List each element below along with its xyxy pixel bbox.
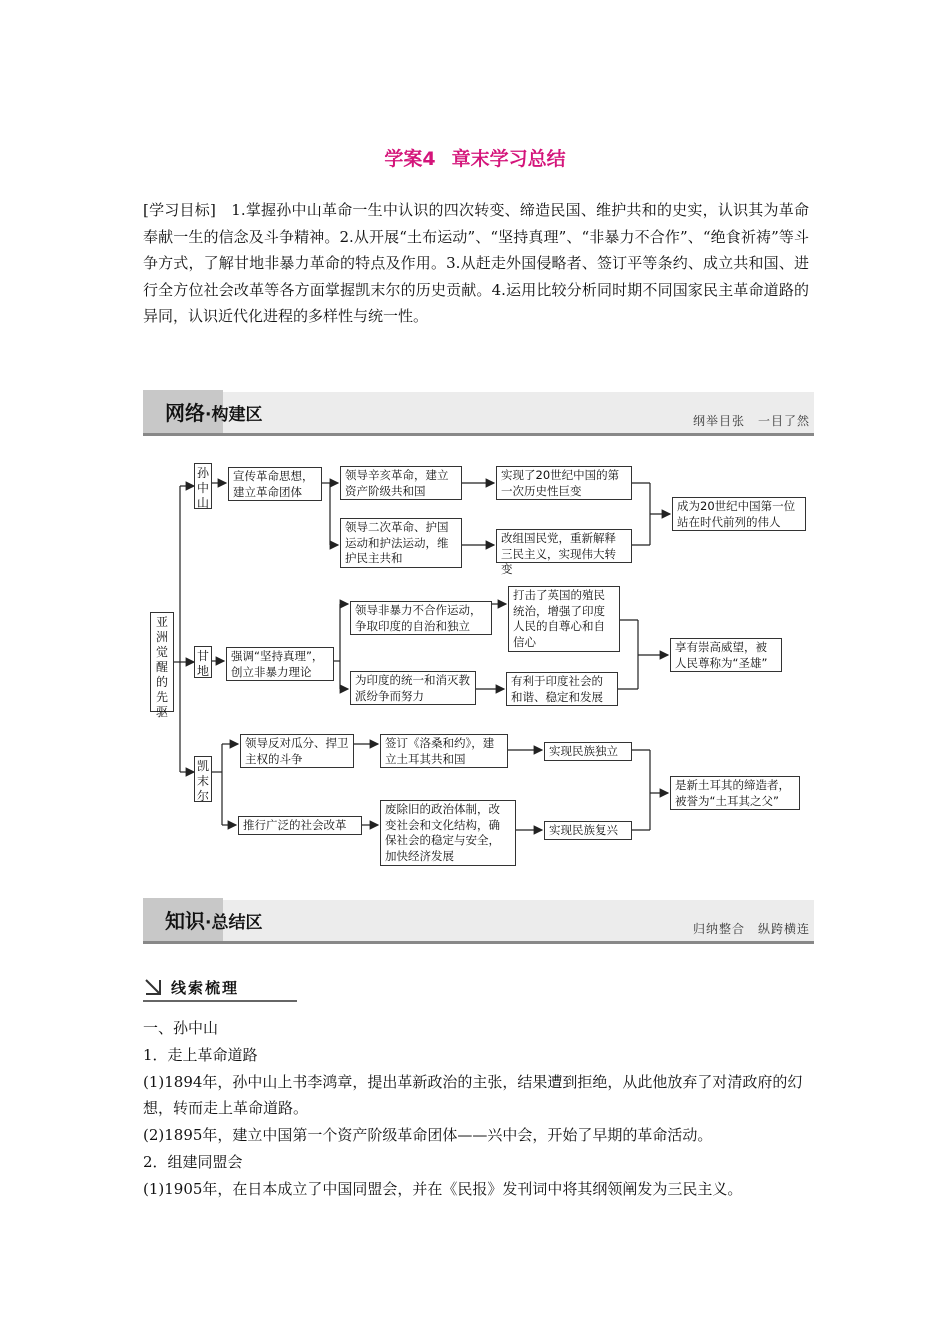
node-gandhi-2: 领导非暴力不合作运动，争取印度的自治和独立 [350,601,492,635]
node-sun-6: 成为20世纪中国第一位站在时代前列的伟人 [672,497,806,531]
subheading-tongmenghui: 2．组建同盟会 [143,1153,243,1171]
node-gandhi-6: 享有崇高威望，被人民尊称为“圣雄” [670,638,782,672]
corner-arrow-icon [145,979,161,995]
title-text: 章末学习总结 [451,148,566,170]
paragraph-1895: (2)1895年，建立中国第一个资产阶级革命团体——兴中会，开始了早期的革命活动。 [143,1126,713,1144]
banner-tagline: 归纳整合 纵跨横连 [692,922,810,936]
node-kemal: 凯 末 尔 [194,756,212,802]
node-gandhi-4: 打击了英国的殖民统治，增强了印度人民的自尊心和自信心 [508,586,620,652]
title-prefix: 学案4 [384,148,436,170]
paragraph-1905: (1)1905年，在日本成立了中国同盟会，并在《民报》发刊词中将其纲领阐发为三民主义。 [143,1180,743,1198]
root-node-asian-awakening: 亚 洲 觉 醒 的 先 驱 [150,612,174,712]
node-kemal-7: 是新土耳其的缔造者，被誉为“土耳其之父” [670,776,800,810]
paragraph-1894: (1)1894年，孙中山上书李鸿章，提出革新政治的主张，结果遭到拒绝，从此他放弃了对清政府的幻想，转而走上革命道路。 [143,1073,803,1117]
subheading-revolution-path: 1．走上革命道路 [143,1046,258,1064]
banner-tagline: 纲举目张 一目了然 [692,414,810,428]
node-sun-yatsen: 孙 中 山 [194,463,212,509]
node-sun-3: 领导二次革命、护国运动和护法运动，维护民主共和 [340,518,462,568]
node-sun-5: 改组国民党，重新解释三民主义，实现伟大转变 [496,529,632,563]
banner-heading: 知识·总结区 [165,909,263,933]
section-heading-clues: 线索梳理 [143,974,297,1002]
node-sun-2: 领导辛亥革命，建立资产阶级共和国 [340,466,462,500]
banner-heading: 网络·构建区 [165,401,263,425]
node-sun-4: 实现了20世纪中国的第一次历史性巨变 [496,466,632,500]
learning-objectives: [学习目标] 1.掌握孙中山革命一生中认识的四次转变、缔造民国、维护共和的史实，认识其为革命奉献一生的信念及斗争精神。2.从开展“土布运动”、“坚持真理”、“非暴力不合作”、“绝食祈祷”等斗争方式，了解甘地非暴力革命的特点及作用。3.从赶走外国侵略者、签订平等条约、成立共和国、进行全方位社会改革等各方面掌握凯末尔的历史贡献。4.运用比较分析同时期不同国家民主革命道路的异同，认识近代化进程的多样性与统一性。 [143,201,809,325]
node-gandhi-3: 为印度的统一和消灭教派纷争而努力 [350,671,476,705]
node-kemal-2: 签订《洛桑和约》，建立土耳其共和国 [380,734,508,768]
node-gandhi: 甘 地 [194,646,212,678]
heading-sun-yatsen: 一、孙中山 [143,1019,219,1037]
node-kemal-4: 推行广泛的社会改革 [238,816,362,835]
node-kemal-3: 实现民族独立 [544,742,632,761]
knowledge-banner [143,898,814,944]
node-kemal-1: 领导反对瓜分、捍卫主权的斗争 [240,734,354,768]
node-kemal-5: 废除旧的政治体制，改变社会和文化结构，确保社会的稳定与安全，加快经济发展 [380,800,516,866]
node-gandhi-5: 有利于印度社会的和谐、稳定和发展 [506,672,618,706]
node-gandhi-1: 强调“坚持真理”，创立非暴力理论 [226,647,334,681]
node-kemal-6: 实现民族复兴 [544,821,632,840]
node-sun-1: 宣传革命思想，建立革命团体 [228,467,322,501]
